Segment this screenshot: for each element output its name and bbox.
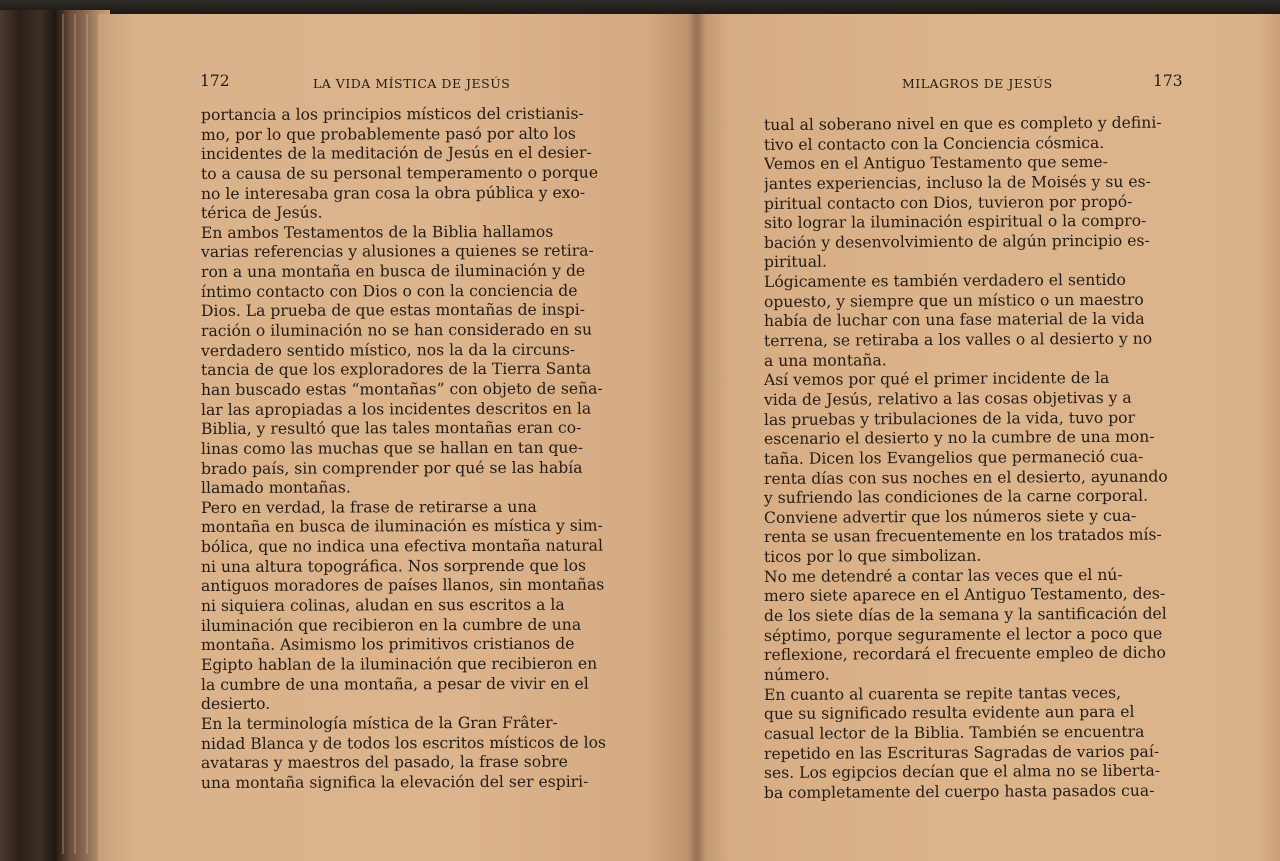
text-line: y sufriendo las condiciones de la carne corporal.	[763, 486, 1149, 508]
text-line: Dios. La prueba de que estas montañas de inspi-	[200, 301, 586, 321]
text-line: montaña. Asimismo los primitivos cristianos de	[200, 634, 575, 655]
text-line: antiguos moradores de países llanos, sin montañas	[200, 575, 605, 596]
text-line: de los siete días de la semana y la santificación del	[763, 604, 1167, 626]
text-line: portancia a los principios místicos del cristianis-	[200, 104, 584, 124]
text-line: Biblia, y resultó que las tales montañas eran co-	[200, 418, 582, 439]
right-page	[695, 14, 1280, 861]
text-line: opuesto, y siempre que un místico o un maestro	[763, 290, 1144, 311]
text-line: En ambos Testamentos de la Biblia hallamos	[200, 222, 554, 242]
text-line: Egipto hablan de la iluminación que recibieron en	[200, 654, 598, 674]
text-line: piritual contacto con Dios, tuvieron por propó-	[763, 192, 1133, 213]
left-page	[98, 14, 695, 861]
text-line: lar las apropiadas a los incidentes descritos en la	[200, 399, 592, 419]
text-line: to a causa de su personal temperamento o porque	[200, 163, 599, 183]
text-line: a una montaña.	[763, 350, 887, 370]
text-line: brado país, sin comprender por qué se las había	[200, 458, 583, 478]
right-running-head: MILAGROS DE JESÚS	[902, 76, 1053, 91]
text-line: incidentes de la meditación de Jesús en el desier-	[200, 143, 592, 164]
text-line: mo, por lo que probablemente pasó por alto los	[200, 124, 576, 144]
text-line: tivo el contacto con la Conciencia cósmica.	[763, 133, 1105, 154]
page-edge-line	[74, 14, 76, 854]
scan-top-edge	[0, 0, 1280, 14]
text-line: Conviene advertir que los números siete y cua-	[763, 506, 1137, 527]
text-line: En la terminología mística de la Gran Frâter-	[200, 713, 558, 733]
page-edge-line	[86, 14, 88, 854]
text-line: ses. Los egipcios decían que el alma no se liberta-	[763, 761, 1161, 783]
text-line: Lógicamente es también verdadero el sentido	[763, 270, 1126, 292]
text-line: Vemos en el Antiguo Testamento que seme-	[763, 153, 1108, 174]
left-page-number: 172	[200, 72, 230, 90]
text-line: terrena, se retiraba a los valles o al desierto y no	[763, 329, 1153, 351]
text-line: no le interesaba gran cosa la obra pública y exo-	[200, 183, 586, 203]
text-line: reflexione, recordará el frecuente empleo de dicho	[763, 643, 1166, 665]
left-running-head: LA VIDA MÍSTICA DE JESÚS	[313, 76, 511, 91]
text-line: taña. Dicen los Evangelios que permaneció cua-	[763, 447, 1144, 468]
text-line: tancia de que los exploradores de la Tierra Santa	[200, 359, 592, 380]
text-line: ba completamente del cuerpo hasta pasados cua-	[763, 781, 1155, 802]
text-line: nidad Blanca y de todos los escritos místicos de los	[200, 733, 606, 753]
text-line: que su significado resulta evidente aun para el	[763, 702, 1135, 724]
text-line: llamado montañas.	[200, 478, 351, 498]
text-line: térica de Jesús.	[200, 203, 323, 223]
text-line: varias referencias y alusiones a quienes se retira-	[200, 242, 594, 262]
text-line: ron a una montaña en busca de iluminación y de	[200, 261, 586, 282]
left-page-text	[201, 106, 726, 793]
text-line: han buscado estas “montañas” con objeto de seña-	[200, 379, 603, 399]
text-line: piritual.	[763, 253, 828, 272]
page-edge-line	[62, 14, 64, 854]
text-line: jantes experiencias, incluso la de Moisés y su es-	[763, 172, 1151, 193]
book-gutter	[688, 14, 706, 861]
text-line: mero siete aparece en el Antiguo Testamento, des-	[763, 584, 1166, 606]
text-line: iluminación que recibieron en la cumbre de una	[200, 615, 582, 635]
text-line: vida de Jesús, relativo a las cosas objetivas y a	[763, 388, 1132, 409]
text-line: Pero en verdad, la frase de retirarse a una	[200, 497, 537, 517]
text-line: había de luchar con una fase material de la vida	[763, 310, 1145, 331]
text-line: En cuanto al cuarenta se repite tantas veces,	[763, 683, 1122, 704]
book-spine-edges	[0, 10, 110, 861]
text-line: ni siquiera colinas, aludan en sus escritos a la	[200, 595, 565, 616]
right-page-text	[763, 113, 1268, 803]
text-line: escenario el desierto y no la cumbre de una mon-	[763, 427, 1155, 449]
text-line: verdadero sentido místico, nos la da la circuns-	[200, 340, 576, 360]
text-line: casual lector de la Biblia. También se encuentra	[763, 722, 1145, 743]
text-line: renta se usan frecuentemente en los tratados mís-	[763, 526, 1162, 547]
text-line: renta días con sus noches en el desierto, ayunando	[763, 467, 1168, 488]
text-line: avataras y maestros del pasado, la frase sobre	[200, 752, 568, 773]
text-line: tual al soberano nivel en que es completo y defini-	[763, 113, 1162, 134]
text-line: desierto.	[200, 694, 271, 714]
text-line: ración o iluminación no se han considerado en su	[200, 320, 593, 341]
text-line: número.	[763, 665, 830, 684]
text-line: Así vemos por qué el primer incidente de la	[763, 369, 1110, 390]
text-line: las pruebas y tribulaciones de la vida, tuvo por	[763, 408, 1136, 429]
right-page-number: 173	[1153, 72, 1183, 90]
text-line: sito lograr la iluminación espiritual o la compro-	[763, 211, 1147, 233]
text-line: No me detendré a contar las veces que el nú-	[763, 565, 1123, 586]
text-line: bólica, que no indica una efectiva montaña natural	[200, 536, 603, 557]
text-line: montaña en busca de iluminación es mística y sim-	[200, 517, 603, 537]
text-line: ni una altura topográfica. Nos sorprende que los	[200, 556, 587, 576]
text-line: bación y desenvolvimiento de algún principio es-	[763, 231, 1150, 252]
text-line: séptimo, porque seguramente el lector a poco que	[763, 624, 1163, 645]
text-line: íntimo contacto con Dios o con la conciencia de	[200, 281, 578, 301]
text-line: repetido en las Escrituras Sagradas de varios paí-	[763, 742, 1160, 763]
text-line: la cumbre de una montaña, a pesar de vivir en el	[200, 674, 589, 694]
text-line: ticos por lo que simbolizan.	[763, 546, 982, 567]
text-line: una montaña significa la elevación del ser espiri-	[200, 772, 589, 792]
text-line: linas como las muchas que se hallan en tan que-	[200, 438, 583, 458]
